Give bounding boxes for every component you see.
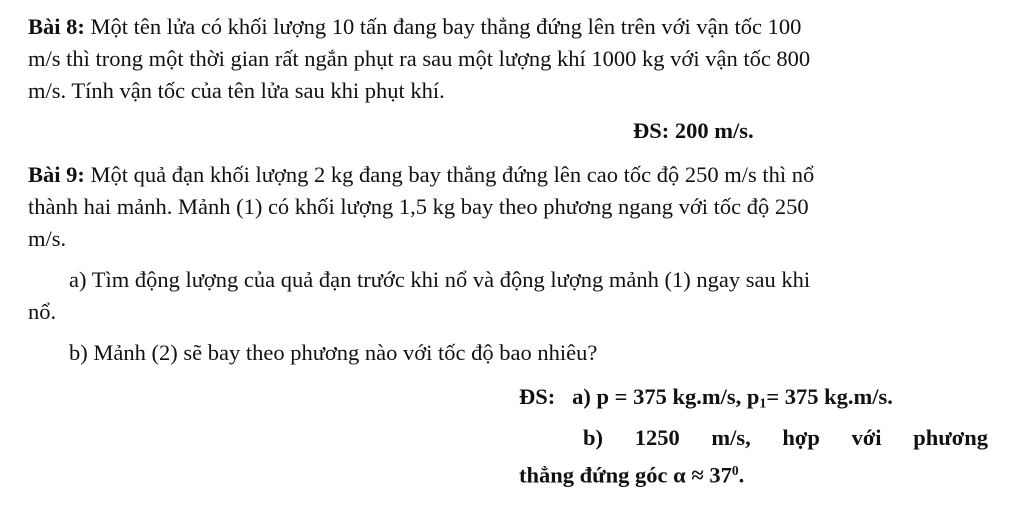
problem-9-text-1: Một quả đạn khối lượng 2 kg đang bay thẳng đứng lên cao tốc độ 250 m/s thì nổ — [84, 162, 815, 187]
answer-b-word: hợp — [782, 425, 820, 450]
answer-b-word: b) — [583, 425, 604, 450]
problem-8-line-1 — [28, 13, 801, 41]
problem-9-part-a-line-1: a) Tìm động lượng của quả đạn trước khi nổ và động lượng mảnh (1) ngay sau khi — [69, 267, 811, 292]
answer-a-text: a) p = 375 kg.m/s, p — [572, 384, 760, 409]
answer-b-text: thẳng đứng góc α ≈ 37 — [519, 462, 732, 488]
answer-b-end: . — [738, 462, 745, 488]
answer-b-word: 1250 — [634, 425, 680, 450]
problem-9-line-3: m/s. — [28, 226, 67, 251]
problem-9-answer-a — [519, 383, 893, 418]
problem-8-line-2: m/s thì trong một thời gian rất ngắn phụt ra sau một lượng khí 1000 kg với vận tốc 800 — [28, 46, 811, 71]
problem-9-answer-b-line-2 — [519, 457, 744, 489]
problem-9-answer-b-line-1 — [583, 424, 988, 452]
problem-9-line-1 — [28, 161, 814, 189]
answer-b-word: với — [851, 425, 882, 450]
answer-a-subscript: 1 — [759, 396, 767, 412]
problem-9-label: Bài 9: — [28, 162, 85, 187]
answer-b-word: phương — [913, 425, 988, 450]
answer-label: ĐS: — [519, 384, 556, 409]
problem-9-part-a-line-2: nổ. — [28, 299, 57, 324]
problem-8-label: Bài 8: — [28, 14, 85, 39]
problem-8-text-1: Một tên lửa có khối lượng 10 tấn đang bay thẳng đứng lên trên với vận tốc 100 — [84, 14, 802, 39]
answer-b-word: m/s, — [711, 425, 751, 450]
problem-8-answer: ĐS: 200 m/s. — [633, 118, 754, 143]
problem-8-line-3: m/s. Tính vận tốc của tên lửa sau khi phụt khí. — [28, 78, 445, 103]
problem-9-part-b: b) Mảnh (2) sẽ bay theo phương nào với tốc độ bao nhiêu? — [69, 340, 598, 365]
degree-superscript: 0 — [731, 463, 739, 478]
problem-9-line-2: thành hai mảnh. Mảnh (1) có khối lượng 1,5 kg bay theo phương ngang với tốc độ 250 — [28, 194, 809, 219]
answer-a-text-2: = 375 kg.m/s. — [766, 384, 893, 409]
